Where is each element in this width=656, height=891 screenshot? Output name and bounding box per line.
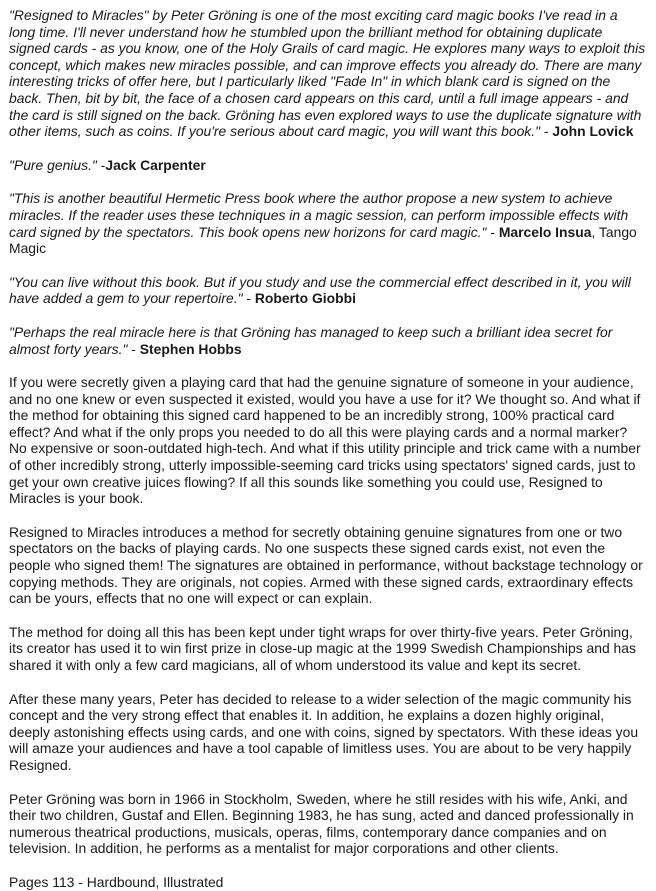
- review-quote: [9, 274, 646, 307]
- review-separator: -: [96, 156, 106, 173]
- review-text: "Resigned to Miracles" by Peter Gröning is one of the most exciting card magic books I've read in a long time. I'll never understand how he stumbled upon the brilliant method for obtaining duplicate signed cards - as you know, one of the Holy Grails of card magic. He explores many ways to exploit this concept, which makes new miracles possible, and can improve effects you already do. There are many interesting tricks of offer here, but I particularly liked "Fade In" in which blank card is signed on the back. Then, bit by bit, the face of a chosen card appears on this card, until a full image appears - and the card is still signed on the back. Gröning has even explored ways to use the duplicate signature with other items, such as coins. If you're serious about card magic, you will want this book.": [9, 7, 646, 140]
- review-separator: -: [486, 223, 499, 240]
- review-quote: [9, 324, 646, 357]
- description-paragraph: The method for doing all this has been kept under tight wraps for over thirty-five years. Peter Gröning, its creator has used it to win first prize in close-up magic at the 1999 Swedish Championships and has shared it with only a few card magicians, all of whom understood its value and kept its secret.: [9, 623, 636, 673]
- review-quote: [9, 157, 646, 174]
- review-text: "Pure genius.": [9, 156, 97, 173]
- review-author: Roberto Giobbi: [254, 290, 356, 307]
- review-author: Stephen Hobbs: [139, 340, 242, 357]
- review-quote: [9, 190, 646, 256]
- description-paragraph: Resigned to Miracles introduces a method for secretly obtaining genuine signatures from one or two spectators on the backs of playing cards. No one suspects these signed cards exist, not even the people who signed them! The signatures are obtained in performance, without backstage technology or copying methods. They are originals, not copies. Armed with these signed cards, extraordinary effects can be yours, effects that no one will expect or can explain.: [9, 523, 643, 607]
- book-details: Pages 113 - Hardbound, Illustrated: [9, 873, 224, 890]
- review-author-suffix: , Tango Magic: [9, 223, 637, 257]
- description-paragraph: After these many years, Peter has decided to release to a wider selection of the magic community his concept and the very strong effect that enables it. In addition, he explains a dozen highly original, deeply astonishing effects using cards, and one with coins, signed by spectators. With these ideas you will amaze your audiences and have a tool capable of limitless uses. You are about to be very happily Resigned.: [9, 690, 639, 773]
- review-author: Marcelo Insua: [498, 223, 592, 240]
- review-separator: -: [127, 340, 140, 357]
- review-quote: [9, 7, 646, 140]
- review-author: Jack Carpenter: [105, 156, 206, 173]
- description-paragraph: If you were secretly given a playing card that had the genuine signature of someone in your audience, and no one knew or even suspected it existed, would you have a use for it? We thought so. And what if the method for obtaining this signed card happened to be an incredibly strong, 100% practical card effect? And what if the only props you needed to do all this were playing cards and a normal marker? No expensive or soon-outdated high-tech. And what if this utility principle and trick came with a number of other incredibly strong, utterly impossible-seeming card tricks using spectators' signed cards, just to get your own creative juices flowing? If all this sounds like something you could use, Resigned to Miracles is your book.: [9, 374, 641, 507]
- review-text: "You can live without this book. But if you study and use the commercial effect described in it, you will have added a gem to your repertoire.": [9, 273, 631, 307]
- review-separator: -: [540, 123, 553, 140]
- review-author: John Lovick: [552, 123, 634, 140]
- review-text: "This is another beautiful Hermetic Press book where the author propose a new system to achieve miracles. If the reader uses these techniques in a magic session, can perform impossible effects with card signed by the spectators. This book opens new horizons for card magic.": [9, 190, 629, 240]
- author-bio-paragraph: Peter Gröning was born in 1966 in Stockholm, Sweden, where he still resides with his wife, Anki, and their two children, Gustaf and Ellen. Beginning 1983, he has sung, acted and danced professionally in numerous theatrical productions, musicals, operas, films, contemporary dance companies and on television. In addition, he performs as a mentalist for major corporations and other clients.: [9, 790, 634, 857]
- review-separator: -: [242, 290, 255, 307]
- review-text: "Perhaps the real miracle here is that Gröning has managed to keep such a brilliant idea secret for almost forty years.": [9, 323, 613, 357]
